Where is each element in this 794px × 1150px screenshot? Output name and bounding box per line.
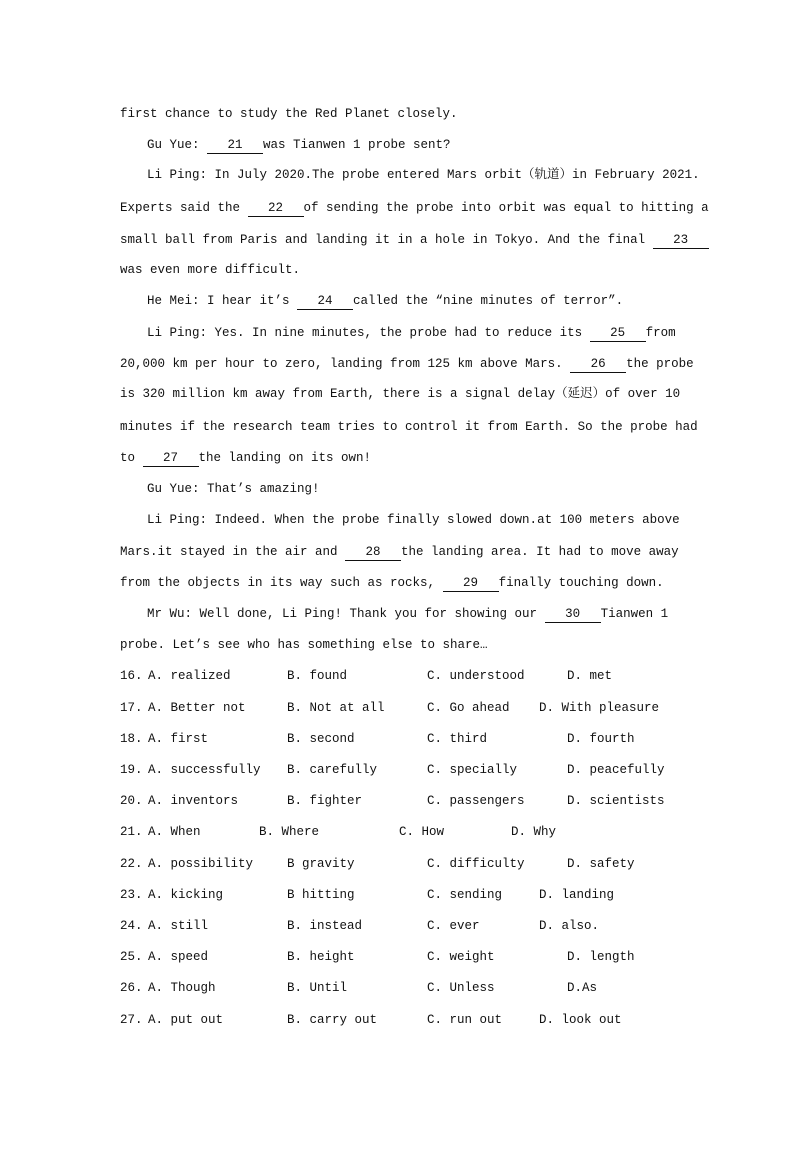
question-number: 27. bbox=[120, 1013, 143, 1027]
passage-line: Experts said the 22 of sending the probe into orbit was equal to hitting a bbox=[120, 201, 709, 215]
passage-line: Mars.it stayed in the air and 28 the landing area. It had to move away bbox=[120, 545, 679, 559]
option-d: D. look out bbox=[539, 1013, 622, 1027]
option-d: D.As bbox=[567, 981, 598, 995]
question-row-27 bbox=[120, 1010, 680, 1030]
question-row-19 bbox=[120, 760, 680, 780]
question-number: 22. bbox=[120, 857, 143, 871]
option-c: C. difficulty bbox=[427, 857, 525, 871]
option-c: C. understood bbox=[427, 669, 525, 683]
question-number: 16. bbox=[120, 669, 143, 683]
question-number: 17. bbox=[120, 701, 143, 715]
option-b: B. carefully bbox=[287, 763, 378, 777]
question-row-16 bbox=[120, 666, 680, 686]
option-b: B hitting bbox=[287, 888, 355, 902]
option-d: D. fourth bbox=[567, 732, 635, 746]
blank-22: 22 bbox=[248, 200, 304, 217]
passage-line: first chance to study the Red Planet closely. bbox=[120, 107, 458, 121]
option-d: D. safety bbox=[567, 857, 635, 871]
option-b: B. carry out bbox=[287, 1013, 378, 1027]
option-b: B. instead bbox=[287, 919, 363, 933]
blank-28: 28 bbox=[345, 544, 401, 561]
option-b: B. second bbox=[287, 732, 355, 746]
option-d: D. also. bbox=[539, 919, 600, 933]
option-a: A. put out bbox=[148, 1013, 224, 1027]
option-a: A. possibility bbox=[148, 857, 254, 871]
dialogue-line-he-mei: He Mei: I hear it’s 24 called the “nine minutes of terror”. bbox=[147, 294, 624, 308]
blank-27: 27 bbox=[143, 450, 199, 467]
dialogue-line-li-ping: Li Ping: Yes. In nine minutes, the probe had to reduce its 25 from bbox=[147, 326, 676, 340]
passage-line: minutes if the research team tries to control it from Earth. So the probe had bbox=[120, 420, 698, 434]
dialogue-line-li-ping: Li Ping: Indeed. When the probe finally slowed down.at 100 meters above bbox=[147, 513, 680, 527]
option-c: C. weight bbox=[427, 950, 495, 964]
option-c: C. passengers bbox=[427, 794, 525, 808]
question-row-21 bbox=[120, 822, 680, 842]
option-a: A. still bbox=[148, 919, 209, 933]
option-b: B gravity bbox=[287, 857, 355, 871]
question-number: 26. bbox=[120, 981, 143, 995]
option-b: B. Not at all bbox=[287, 701, 385, 715]
blank-25: 25 bbox=[590, 325, 646, 342]
option-d: D. met bbox=[567, 669, 613, 683]
question-row-25 bbox=[120, 947, 680, 967]
option-c: C. Unless bbox=[427, 981, 495, 995]
option-a: A. When bbox=[148, 825, 201, 839]
option-b: B. Where bbox=[259, 825, 320, 839]
dialogue-line-li-ping: Li Ping: In July 2020.The probe entered Mars orbit（轨道）in February 2021. bbox=[147, 168, 700, 182]
question-number: 21. bbox=[120, 825, 143, 839]
passage-line: was even more difficult. bbox=[120, 263, 301, 277]
option-a: A. first bbox=[148, 732, 209, 746]
option-a: A. speed bbox=[148, 950, 209, 964]
option-a: A. successfully bbox=[148, 763, 261, 777]
option-b: B. fighter bbox=[287, 794, 363, 808]
question-number: 25. bbox=[120, 950, 143, 964]
passage-line: from the objects in its way such as rocks, 29 finally touching down. bbox=[120, 576, 664, 590]
option-c: C. How bbox=[399, 825, 445, 839]
blank-26: 26 bbox=[570, 356, 626, 373]
blank-23: 23 bbox=[653, 232, 709, 249]
dialogue-line-gu-yue: Gu Yue: That’s amazing! bbox=[147, 482, 320, 496]
question-number: 24. bbox=[120, 919, 143, 933]
dialogue-line-gu-yue: Gu Yue: 21 was Tianwen 1 probe sent? bbox=[147, 138, 451, 152]
question-number: 23. bbox=[120, 888, 143, 902]
question-number: 19. bbox=[120, 763, 143, 777]
question-row-22 bbox=[120, 854, 680, 874]
option-a: A. Better not bbox=[148, 701, 246, 715]
blank-24: 24 bbox=[297, 293, 353, 310]
dialogue-line-mr-wu: Mr Wu: Well done, Li Ping! Thank you for showing our 30 Tianwen 1 bbox=[147, 607, 669, 621]
option-c: C. third bbox=[427, 732, 488, 746]
question-row-26 bbox=[120, 978, 680, 998]
option-b: B. found bbox=[287, 669, 348, 683]
option-b: B. height bbox=[287, 950, 355, 964]
option-d: D. length bbox=[567, 950, 635, 964]
blank-30: 30 bbox=[545, 606, 601, 623]
question-row-17 bbox=[120, 698, 680, 718]
option-c: C. specially bbox=[427, 763, 518, 777]
option-d: D. With pleasure bbox=[539, 701, 660, 715]
question-number: 20. bbox=[120, 794, 143, 808]
option-a: A. kicking bbox=[148, 888, 224, 902]
option-a: A. realized bbox=[148, 669, 231, 683]
option-c: C. run out bbox=[427, 1013, 503, 1027]
passage-line: 20,000 km per hour to zero, landing from 125 km above Mars. 26 the probe bbox=[120, 357, 694, 371]
question-row-20 bbox=[120, 791, 680, 811]
option-d: D. scientists bbox=[567, 794, 665, 808]
blank-29: 29 bbox=[443, 575, 499, 592]
option-d: D. peacefully bbox=[567, 763, 665, 777]
passage-line: is 320 million km away from Earth, there is a signal delay（延迟）of over 10 bbox=[120, 387, 681, 401]
option-b: B. Until bbox=[287, 981, 348, 995]
option-a: A. inventors bbox=[148, 794, 239, 808]
option-a: A. Though bbox=[148, 981, 216, 995]
passage-line: probe. Let’s see who has something else to share… bbox=[120, 638, 488, 652]
question-row-23 bbox=[120, 885, 680, 905]
option-c: C. Go ahead bbox=[427, 701, 510, 715]
blank-21: 21 bbox=[207, 137, 263, 154]
passage-line: to 27 the landing on its own! bbox=[120, 451, 372, 465]
option-c: C. sending bbox=[427, 888, 503, 902]
option-c: C. ever bbox=[427, 919, 480, 933]
option-d: D. Why bbox=[511, 825, 557, 839]
question-row-18 bbox=[120, 729, 680, 749]
question-number: 18. bbox=[120, 732, 143, 746]
passage-line: small ball from Paris and landing it in a hole in Tokyo. And the final 23 bbox=[120, 230, 680, 250]
question-row-24 bbox=[120, 916, 680, 936]
option-d: D. landing bbox=[539, 888, 615, 902]
